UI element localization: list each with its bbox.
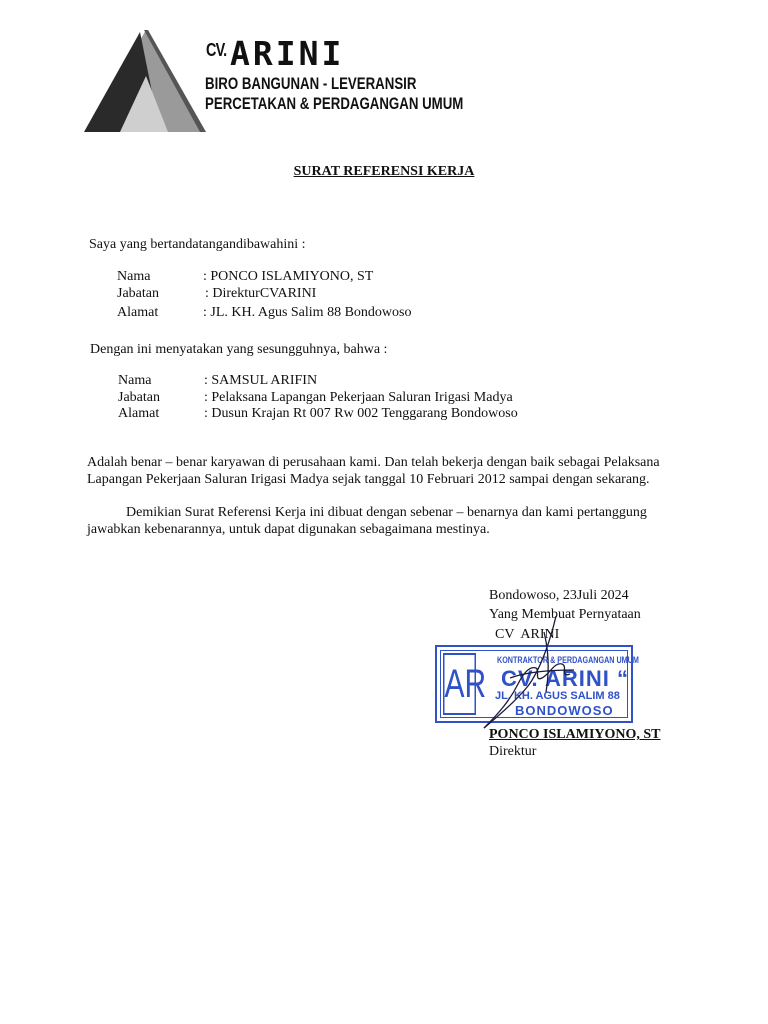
company-tagline-1: BIRO BANGUNAN - LEVERANSIR (205, 74, 417, 93)
paragraph-closing-line-1: Demikian Surat Referensi Kerja ini dibuat dengan sebenar – benarnya dan kami pertanggung (126, 505, 647, 520)
signer-address-value: : JL. KH. Agus Salim 88 Bondowoso (203, 305, 412, 320)
stamp-company-name: CV. ARINI “ (501, 666, 629, 691)
handwritten-signature (470, 612, 590, 732)
employee-address-label: Alamat (118, 406, 160, 421)
employee-address-value: : Dusun Krajan Rt 007 Rw 002 Tenggarang Bondowoso (204, 406, 518, 421)
stamp-top-text: KONTRAKTOR & PERDAGANGAN UMUM (497, 655, 639, 665)
signer-position-value: : DirekturCVARINI (205, 286, 317, 301)
statement-text: Dengan ini menyatakan yang sesungguhnya, bahwa : (90, 342, 388, 357)
signer-position-footer: Direktur (489, 744, 537, 759)
employee-position-value: : Pelaksana Lapangan Pekerjaan Saluran Irigasi Madya (204, 390, 513, 405)
signer-name-label: Nama (117, 269, 151, 284)
intro-text: Saya yang bertandatangandibawahini : (89, 237, 306, 252)
signer-address-label: Alamat (117, 305, 159, 320)
employee-position-label: Jabatan (118, 390, 160, 405)
signer-name-footer: PONCO ISLAMIYONO, ST (489, 727, 661, 742)
paragraph-employment-line-1: Adalah benar – benar karyawan di perusahaan kami. Dan telah bekerja dengan baik sebagai Pelaksana (87, 455, 660, 470)
company-prefix: CV. (206, 40, 227, 60)
company-tagline-2: PERCETAKAN & PERDAGANGAN UMUM (205, 94, 464, 113)
signer-position-label: Jabatan (117, 286, 159, 301)
company-logo-triangle (84, 28, 206, 136)
employee-name-value: : SAMSUL ARIFIN (204, 373, 318, 388)
place-date: Bondowoso, 23Juli 2024 (489, 588, 629, 603)
stamp-city: BONDOWOSO (515, 703, 614, 718)
stamp-logo: AR (443, 653, 476, 715)
maker-label: Yang Membuat Pernyataan (489, 607, 641, 622)
company-name: ARINI (230, 34, 345, 73)
employee-name-label: Nama (118, 373, 152, 388)
maker-company: CV ARINI (495, 627, 560, 642)
stamp-address: JL. KH. AGUS SALIM 88 (495, 690, 620, 702)
document-title: SURAT REFERENSI KERJA (293, 164, 475, 179)
signer-name-value: : PONCO ISLAMIYONO, ST (203, 269, 374, 284)
paragraph-closing-line-2: jawabkan kebenarannya, untuk dapat digunakan sebagaimana mestinya. (87, 522, 490, 537)
paragraph-employment-line-2: Lapangan Pekerjaan Saluran Irigasi Madya sejak tanggal 10 Februari 2012 sampai dengan sekarang. (87, 472, 650, 487)
